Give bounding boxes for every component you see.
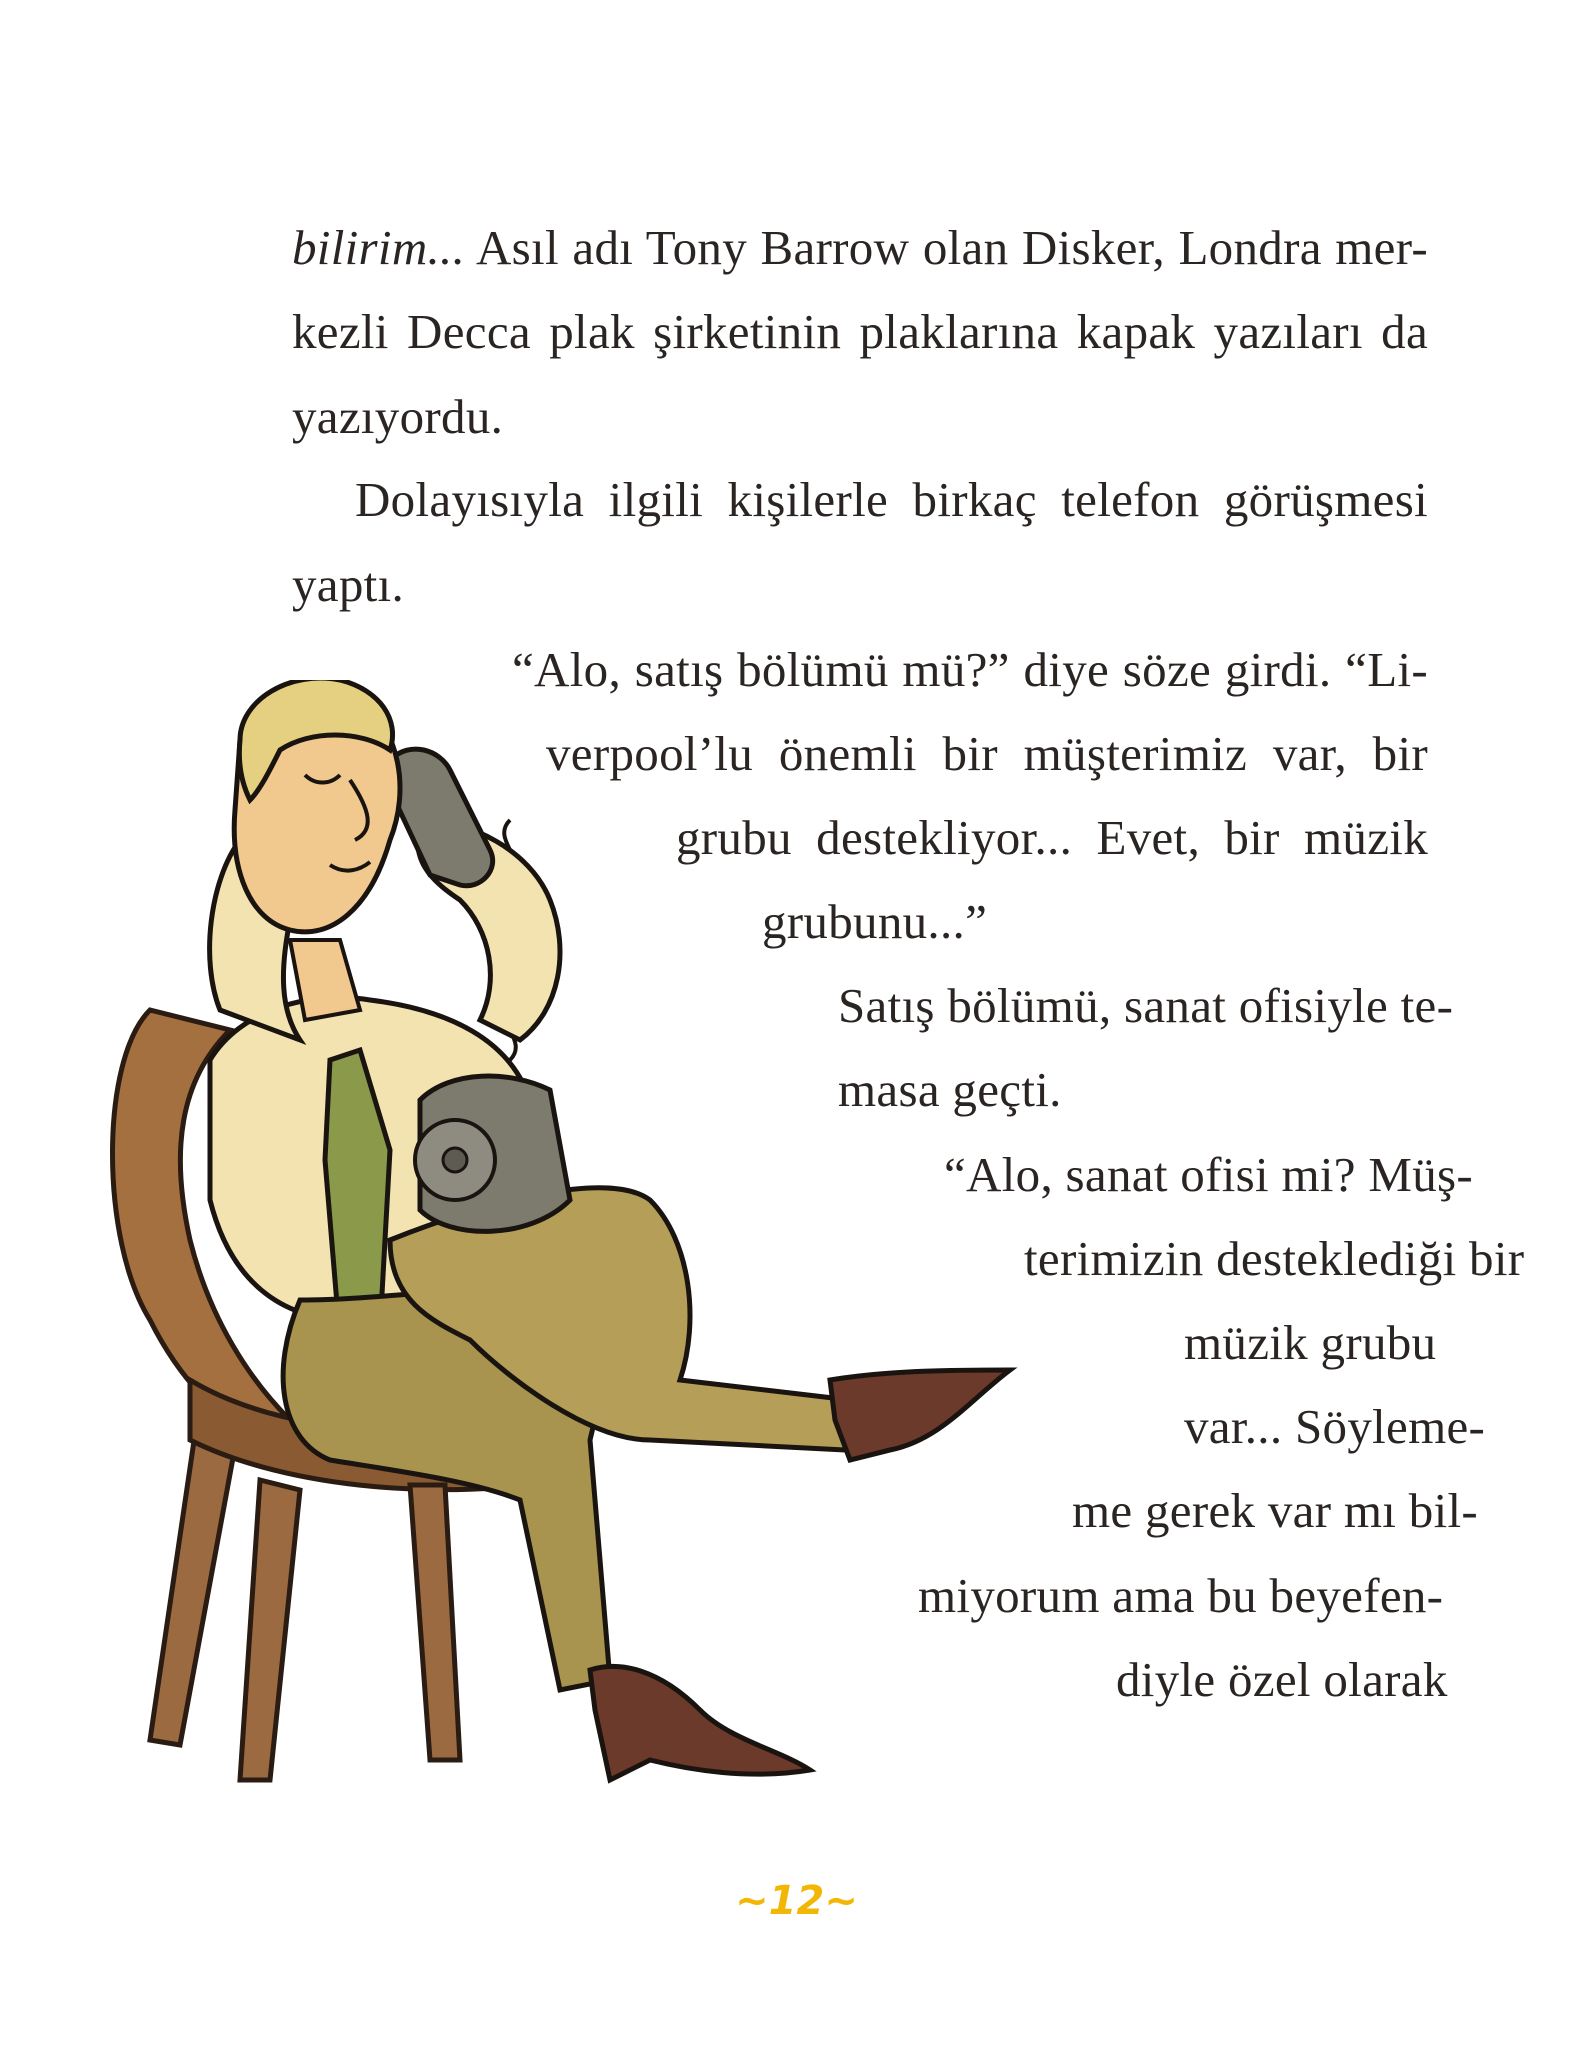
body-line-1 <box>292 218 1428 278</box>
body-line-10: Satış bölümü, sanat ofisiyle te- <box>838 978 1454 1033</box>
body-line-9: grubunu...” <box>762 894 988 949</box>
body-line-3: yazıyordu. <box>292 389 504 444</box>
body-line-4: Dolayısıyla ilgili kişilerle birkaç telefon görüşmesi <box>355 472 1428 527</box>
page-number: ~12~ <box>735 1878 858 1924</box>
italic-word: bilirim... <box>292 220 466 275</box>
line-rest: Asıl adı Tony Barrow olan Disker, Londra mer- <box>465 220 1428 275</box>
body-line-11: masa geçti. <box>838 1062 1062 1117</box>
body-line-2: kezli Decca plak şirketinin plaklarına kapak yazıları da <box>292 304 1428 359</box>
body-line-5: yaptı. <box>292 557 405 612</box>
body-line-16: me gerek var mı bil- <box>1072 1483 1479 1538</box>
body-line-17: miyorum ama bu beyefen- <box>918 1568 1444 1623</box>
body-line-7: verpool’lu önemli bir müşterimiz var, bir <box>546 726 1428 781</box>
body-line-12: “Alo, sanat ofisi mi? Müş- <box>944 1147 1474 1202</box>
body-line-18: diyle özel olarak <box>1116 1652 1448 1707</box>
body-line-13: terimizin desteklediği bir <box>1024 1231 1525 1286</box>
body-line-8: grubu destekliyor... Evet, bir müzik <box>676 810 1428 865</box>
body-line-14: müzik grubu <box>1184 1315 1437 1370</box>
body-line-6: “Alo, satış bölümü mü?” diye söze girdi. “Li- <box>512 642 1428 697</box>
body-line-15: var... Söyleme- <box>1184 1399 1486 1454</box>
